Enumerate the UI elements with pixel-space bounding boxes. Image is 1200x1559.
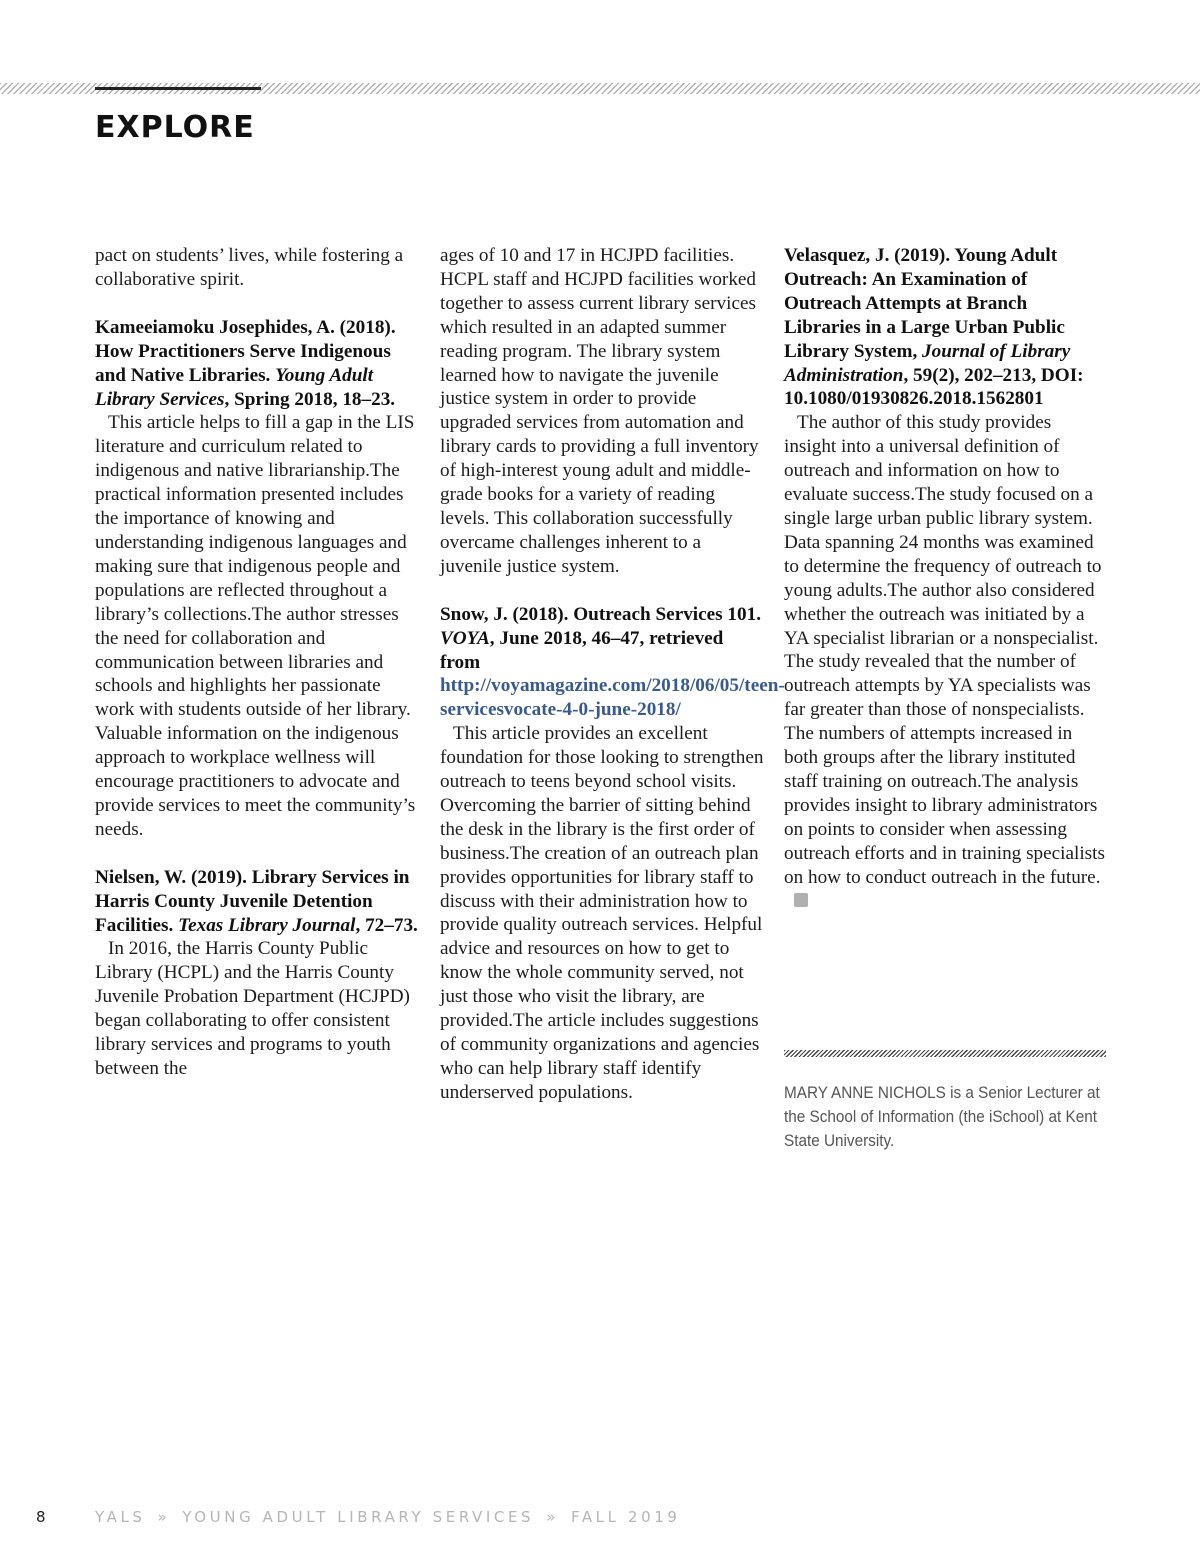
column-2 — [440, 244, 785, 1105]
end-of-article-icon — [794, 893, 808, 907]
page-number: 8 — [36, 1508, 46, 1526]
continued-text: pact on students’ lives, while fostering a collaborative spirit. — [95, 245, 404, 290]
annotation-nielsen: In 2016, the Harris County Public Library (HCPL) and the Harris County Juvenile Probation Department (HCJPD) began collaborating to offer consistent library services and programs to youth between the — [95, 938, 410, 1079]
annotation-josephides: This article helps to fill a gap in the LIS literature and curriculum related to indigenous and native librarianship.The practical information presented includes the importance of knowing and understanding indigenous languages and making sure that indigenous people and populations are reflected throughout a library’s collections.The author stresses the need for collaboration and communication between libraries and schools and highlights her passionate work with students outside of her library. Valuable information on the indigenous approach to workplace wellness will encourage practitioners to advocate and provide services to meet the community’s needs. — [95, 412, 416, 840]
bio-hatch-rule — [784, 1050, 1106, 1057]
column-1 — [95, 244, 420, 1081]
author-bio: MARY ANNE NICHOLS is a Senior Lecturer at the School of Information (the iSchool) at Kent State University. — [784, 1083, 1100, 1150]
annotation-velasquez: The author of this study provides insight into a universal definition of outreach and information on how to evaluate success.The study focused on a single large urban public library system. Data spanning 24 months was examined to determine the frequency of outreach to young adults.The author also considered whether the outreach was initiated by a YA specialist librarian or a nonspecialist. The study revealed that the number of outreach attempts by YA specialists was far greater than those of nonspecialists. The numbers of attempts increased in both groups after the library instituted staff training on outreach.The analysis provides insight to library administrators on points to consider when assessing outreach efforts and in training specialists on how to conduct outreach in the future. — [784, 411, 1108, 913]
citation-velasquez: Velasquez, J. (2019). Young Adult Outreach: An Examination of Outreach Attempts at Branch Libraries in a Large Urban Public Library System, Journal of Library Administration, 59(2), 202–213, DOI: 10.1080/01930826.2018.1562801 — [784, 245, 1084, 410]
citation-josephides: Kameeiamoku Josephides, A. (2018). How Practitioners Serve Indigenous and Native Libraries. Young Adult Library Services, Spring 2018, 18–23. — [95, 316, 396, 410]
continued-text: ages of 10 and 17 in HCJPD facilities. HCPL staff and HCJPD facilities worked together to assess current library services which resulted in an adapted summer reading program. The library system learned how to navigate the juvenile justice system in order to provide upgraded services from automation and library cards to providing a full inventory of high-interest young adult and middle-grade books for a variety of reading levels. This collaboration successfully overcame challenges inherent to a juvenile justice system. — [440, 245, 759, 577]
column-3 — [784, 244, 1108, 913]
section-rule — [95, 87, 261, 90]
voya-article-link[interactable]: http://voyamagazine.com/2018/06/05/teen-servicesvocate-4-0-june-2018/ — [440, 675, 785, 721]
annotation-snow: This article provides an excellent foundation for those looking to strengthen outreach to teens beyond school visits. Overcoming the barrier of sitting behind the desk in the library is the first order of business.The creation of an outreach plan provides opportunities for library staff to discuss with their administration how to provide quality outreach services. Helpful advice and resources on how to get to know the whole community served, not just those who visit the library, are provided.The article includes suggestions of community organizations and agencies who can help library staff identify underserved populations. — [440, 723, 764, 1103]
running-footer: YALS » YOUNG ADULT LIBRARY SERVICES » FALL 2019 — [95, 1508, 681, 1526]
citation-snow: Snow, J. (2018). Outreach Services 101. VOYA, June 2018, 46–47, retrieved from http://voyamagazine.com/2018/06/05/teen-servicesvocate-4-0-june-2018/ — [440, 603, 785, 721]
citation-nielsen: Nielsen, W. (2019). Library Services in Harris County Juvenile Detention Facilities. Texas Library Journal, 72–73. — [95, 866, 418, 936]
section-title: EXPLORE — [95, 110, 255, 145]
